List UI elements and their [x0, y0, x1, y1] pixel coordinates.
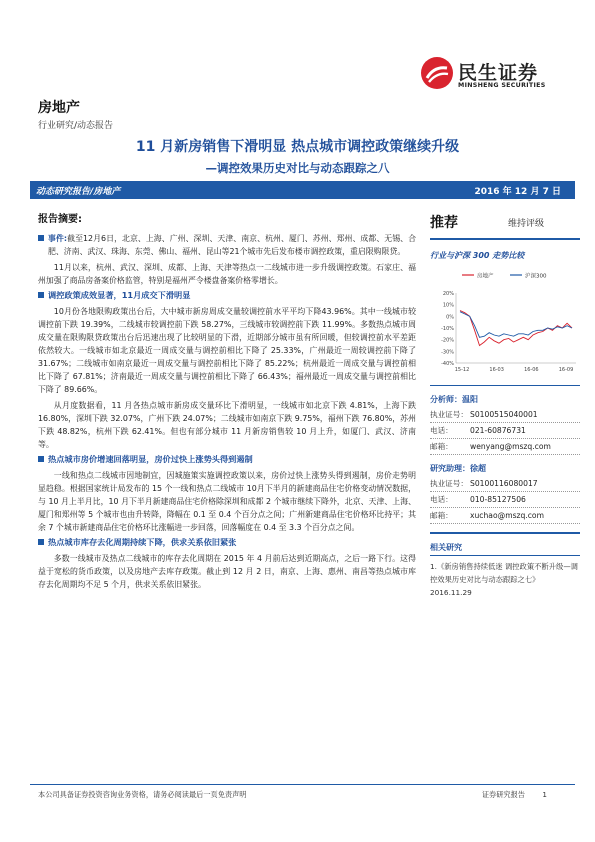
analyst-heading: 分析师：温阳	[430, 395, 478, 404]
series-line	[460, 312, 572, 338]
section-1-paragraph-2: 从月度数据看，11 月各热点城市新房成交量环比下滑明显，一线城市如北京下跌 4.81%，上海下跌 16.80%，深圳下跌 32.07%，广州下跌 24.07%；二线城市如南京下跌 9.75%，福州下跌 76.80%，苏州下跌 48.82%，杭州下跌 62.41%。但也有部分城市 11 月新房销售较 10 月上升，如厦门、武汉、济南等。	[38, 401, 416, 449]
divider	[430, 385, 580, 386]
related-research-item[interactable]: 1.《新房销售持续低迷 调控政策不断升级—调控效果历史对比与动态跟踪之七》2016.11.29	[430, 562, 578, 597]
y-tick-label: 10%	[442, 302, 454, 309]
y-tick-label: 20%	[442, 291, 454, 297]
y-tick-label: -40%	[441, 361, 454, 367]
y-tick-label: -30%	[441, 349, 454, 356]
event-text: 截至12月6日，北京、上海、广州、深圳、天津、南京、杭州、厦门、苏州、郑州、成都、无锡、合肥、济南、武汉、珠海、东莞、佛山、福州、昆山等21个城市先后发布楼市调控政策，重启限购限贷。	[48, 234, 416, 256]
info-key: 电话：	[430, 495, 453, 504]
report-type: 行业研究/动态报告	[38, 121, 114, 131]
related-heading: 相关研究	[430, 543, 462, 552]
header-bar	[30, 181, 575, 199]
section-head-3: 热点城市库存去化周期持续下降，供求关系依旧紧张	[38, 537, 416, 548]
divider	[430, 532, 580, 534]
report-title: 11 月新房销售下滑明显 热点城市调控政策继续升级	[135, 139, 460, 155]
rating-row	[430, 210, 580, 238]
footer-disclaimer: 本公司具备证券投资咨询业务资格，请务必阅读最后一页免责声明	[38, 790, 247, 799]
info-key: 执业证号：	[430, 410, 468, 419]
y-tick-label: -20%	[441, 337, 454, 344]
info-key: 电话：	[430, 426, 453, 435]
x-tick-label: 16-06	[524, 367, 539, 373]
info-value: S0100116080017	[470, 479, 538, 488]
divider	[430, 238, 580, 240]
summary-column	[38, 210, 416, 594]
report-subtitle: —调控效果历史对比与动态跟踪之八	[205, 161, 390, 175]
x-tick-label: 16-09	[558, 367, 574, 373]
x-tick-label: 15-12	[454, 367, 470, 373]
info-value: 021-60876731	[470, 426, 526, 435]
divider	[430, 555, 580, 556]
summary-heading: 报告摘要:	[38, 214, 82, 225]
brand-name-en: MINSHENG SECURITIES	[458, 82, 546, 89]
sector-label: 房地产	[38, 100, 80, 116]
info-row	[430, 476, 580, 492]
info-row	[430, 439, 580, 455]
chart-title: 行业与沪深 300 走势比较	[430, 251, 525, 260]
logo-mark-icon	[420, 56, 454, 90]
info-key: 邮箱：	[430, 442, 453, 451]
trend-chart-svg	[430, 267, 580, 379]
info-row	[430, 508, 580, 524]
info-value: 010-85127506	[470, 495, 526, 504]
summary-paragraph-1: 11月以来，杭州、武汉、深圳、成都、上海、天津等热点一二线城市进一步升级调控政策。石家庄、福州加强了商品房备案价格监管，特别是福州严令楼盘备案价格零增长。	[38, 263, 416, 285]
footer-name: 证券研究报告	[481, 790, 525, 799]
footer-divider	[30, 784, 575, 785]
info-key: 执业证号：	[430, 479, 468, 488]
info-value[interactable]: xuchao@mszq.com	[470, 511, 544, 520]
info-row	[430, 423, 580, 439]
y-tick-label: -10%	[441, 326, 454, 332]
assistant-heading: 研究助理：徐超	[430, 464, 486, 473]
legend-label: 沪深300	[525, 273, 547, 280]
section-head-2: 热点城市房价增速回落明显，房价过快上涨势头得到遏制	[38, 454, 416, 465]
event-label: 事件:	[48, 234, 68, 243]
analyst-info	[430, 407, 580, 455]
assistant-info	[430, 476, 580, 524]
info-value: S0100515040001	[470, 410, 538, 419]
info-key: 邮箱：	[430, 511, 453, 520]
info-row	[430, 407, 580, 423]
section-1-paragraph-1: 10月份各地限购政策出台后，大中城市新房周成交量较调控前水平平均下降43.96%。其中一线城市较调控前下跌 19.39%，二线城市较调控前下跌 58.27%，三线城市较调控前下跌 11.99%。多数热点城市周成交量在限购限贷政策出台后迅速出现了比较明显的下滑，近期部分城市虽有所回暖，但较调控前水平差距依然较大。一线城市如北京最近一周成交量与调控前相比下降了 25.33%，广州最近一周较调控前下降了 31.67%；二线城市如南京最近一周成交量与调控前相比下降了 85.22%；杭州最近一周成交量与调控前相比下降了 67.81%；济南最近一周成交量与调控前相比下降了 66.43%；福州最近一周成交量与调控前相比下降了 89.66%。	[38, 307, 416, 394]
legend-label: 房地产	[477, 273, 494, 280]
y-tick-label: 0%	[446, 314, 454, 321]
page-number: 1	[542, 790, 547, 799]
trend-chart	[430, 267, 580, 379]
section-2-paragraph: 一线和热点二线城市因地制宜，因城施策实施调控政策以来，房价过快上涨势头得到遏制，房价走势明显趋稳。根据国家统计局发布的 15 个一线和热点二线城市 10月下半月的新建商品住宅价格变动情况数据，与 10 月上半月比，10 月下半月新建商品住宅价格除深圳和成都 2 个城市继续下降外，北京、天津、上海、厦门和郑州等 5 个城市也由升转降，降幅在 0.1 至 0.4 个百分点之间；广州新建商品住宅价格环比持平；其余 7 个城市新建商品住宅价格环比涨幅进一步回落，回落幅度在 0.4 至 3.3 个百分点之间。	[38, 471, 416, 532]
bar-category: 动态研究报告/房地产	[36, 187, 121, 197]
info-value[interactable]: wenyang@mszq.com	[470, 442, 551, 451]
event-paragraph	[38, 232, 416, 258]
x-tick-label: 16-03	[489, 367, 504, 373]
sidebar	[430, 210, 580, 599]
report-date: 2016 年 12 月 7 日	[474, 187, 561, 197]
info-row	[430, 492, 580, 508]
section-head-1: 调控政策成效显著，11月成交下滑明显	[38, 290, 416, 301]
rating-sub: 维持评级	[508, 219, 545, 229]
brand-logo	[420, 56, 580, 96]
section-3-paragraph: 多数一线城市及热点二线城市的库存去化周期在 2015 年 4 月前后达到近期高点，之后一路下行。这得益于宽松的货币政策，以及房地产去库存政策。截止到 12 月 2 日，南京、上海、惠州、南昌等热点城市库存去化周期均不足 5 个月，供求关系依旧紧张。	[38, 554, 416, 589]
rating: 推荐	[430, 215, 458, 231]
brand-name-cn: 民生证券	[458, 62, 539, 84]
